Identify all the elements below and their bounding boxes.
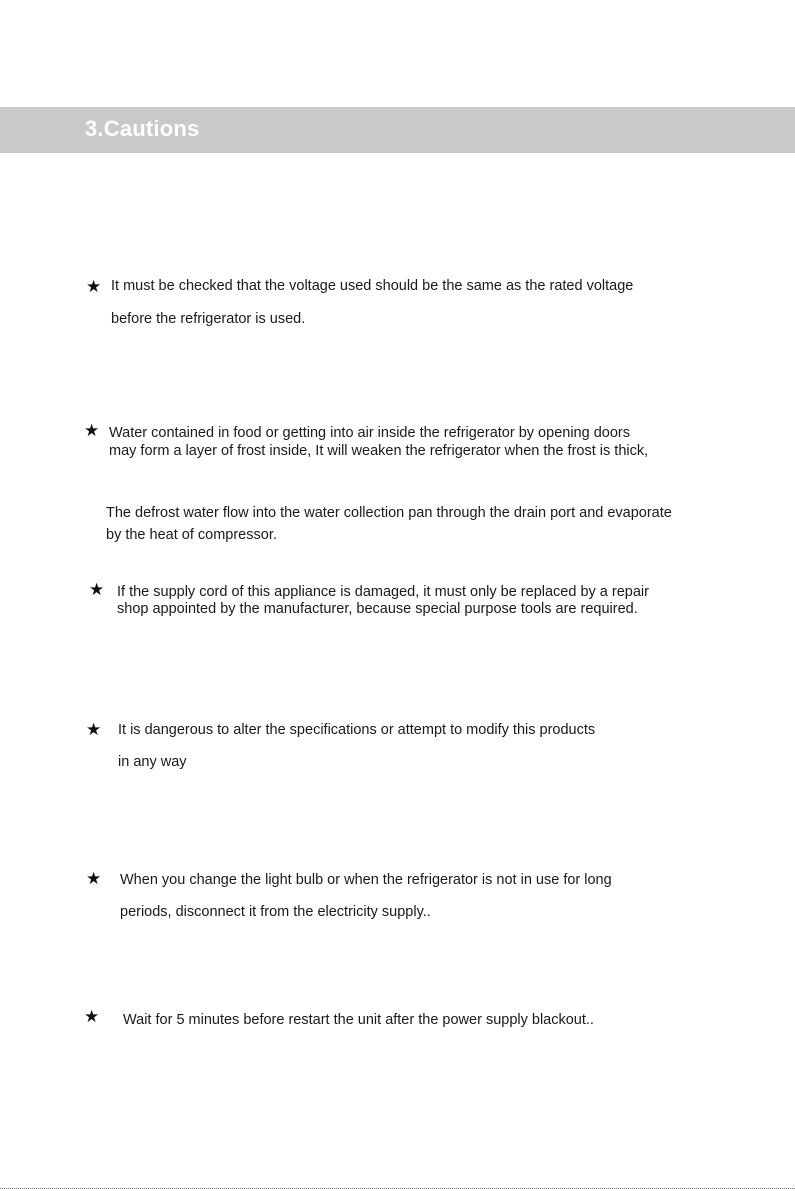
star-icon: ★ <box>89 580 105 599</box>
star-icon: ★ <box>86 869 102 888</box>
section-title: 3.Cautions <box>85 116 200 141</box>
caution-5-line-1: It is dangerous to alter the specifications or attempt to modify this products <box>118 722 596 738</box>
caution-6-line-2: periods, disconnect it from the electricity supply.. <box>120 904 431 920</box>
caution-4-line-2: shop appointed by the manufacturer, because special purpose tools are required. <box>117 601 638 617</box>
caution-7-line-1: Wait for 5 minutes before restart the unit after the power supply blackout.. <box>123 1012 594 1028</box>
caution-4-line-1: If the supply cord of this appliance is damaged, it must only be replaced by a repair <box>117 584 649 600</box>
star-icon: ★ <box>84 421 100 440</box>
star-icon: ★ <box>84 1007 100 1026</box>
caution-5-line-2: in any way <box>118 754 187 770</box>
section-header-bar <box>0 107 795 153</box>
star-icon: ★ <box>86 720 102 739</box>
caution-2-line-2: may form a layer of frost inside, It will weaken the refrigerator when the frost is thick, <box>109 443 649 459</box>
caution-1-line-1: It must be checked that the voltage used should be the same as the rated voltage <box>111 278 634 294</box>
caution-6-line-1: When you change the light bulb or when the refrigerator is not in use for long <box>120 872 612 888</box>
star-icon: ★ <box>86 277 102 296</box>
caution-2-line-1: Water contained in food or getting into air inside the refrigerator by opening doors <box>109 425 630 441</box>
caution-3-line-1: The defrost water flow into the water collection pan through the drain port and evaporate <box>106 505 672 521</box>
caution-3-line-2: by the heat of compressor. <box>106 527 277 543</box>
bottom-dotted-rule <box>0 1188 795 1189</box>
caution-1-line-2: before the refrigerator is used. <box>111 311 306 327</box>
